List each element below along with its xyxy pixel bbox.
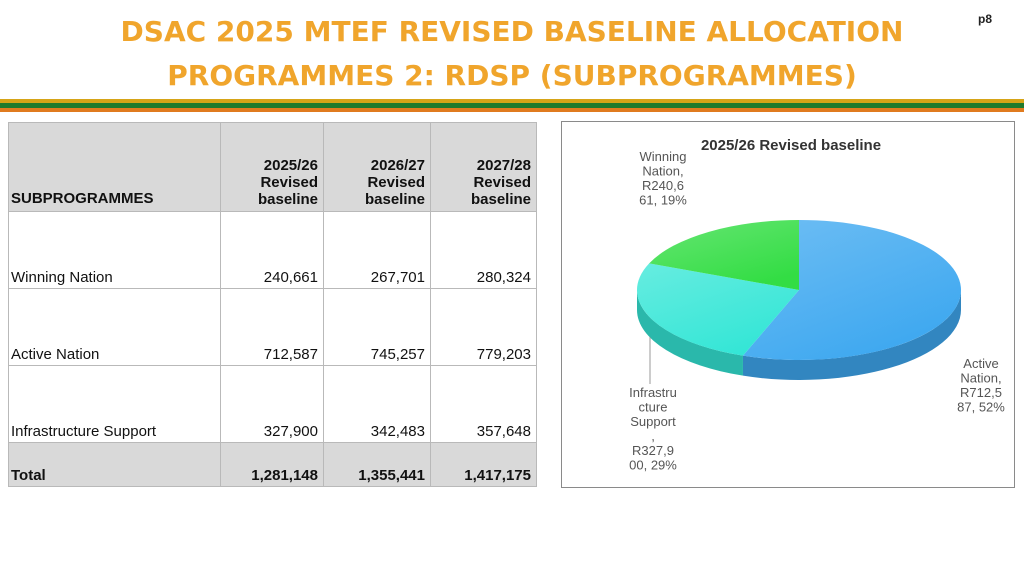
header-revised: Revised: [260, 174, 318, 191]
page-number: p8: [978, 12, 993, 26]
header-revised: Revised: [367, 174, 425, 191]
header-cell-subprogrammes: [9, 123, 221, 212]
table-header-row: [9, 123, 537, 212]
pie-chart: [562, 122, 1014, 487]
header-baseline: baseline: [257, 191, 318, 208]
cell-value: 280,324: [431, 212, 537, 289]
page-title: [60, 10, 964, 98]
table-row: [9, 366, 537, 443]
table-row: [9, 212, 537, 289]
cell-value: 342,483: [324, 366, 431, 443]
title-line-2: PROGRAMMES 2: RDSP (SUBPROGRAMMES): [167, 59, 857, 92]
table-total-row: [9, 443, 537, 487]
header-cell-2027-28: [431, 123, 537, 212]
cell-value: 712,587: [221, 289, 324, 366]
row-label: Active Nation: [9, 289, 221, 366]
header-baseline: baseline: [470, 191, 531, 208]
cell-value: 779,203: [431, 289, 537, 366]
header-revised: Revised: [473, 174, 531, 191]
chart-title: 2025/26 Revised baseline: [700, 137, 882, 154]
header-baseline: baseline: [364, 191, 425, 208]
table-row: [9, 289, 537, 366]
header-year: 2026/27: [370, 157, 425, 174]
title-line-1: DSAC 2025 MTEF REVISED BASELINE ALLOCATION: [120, 15, 904, 48]
slice-label-winning-nation: Winning Nation, R240,6 61, 19%: [639, 149, 687, 208]
divider-stripe-orange: [0, 108, 1024, 112]
cell-value: 357,648: [431, 366, 537, 443]
pie-chart-panel: [561, 121, 1015, 488]
slice-label-infrastructure-support: Infrastru cture Support , R327,9 00, 29%: [629, 385, 677, 473]
total-value: 1,417,175: [431, 443, 537, 487]
header-cell-2025-26: [221, 123, 324, 212]
cell-value: 327,900: [221, 366, 324, 443]
header-year: 2025/26: [263, 157, 318, 174]
row-label: Winning Nation: [9, 212, 221, 289]
cell-value: 267,701: [324, 212, 431, 289]
row-label: Infrastructure Support: [9, 366, 221, 443]
header-label: SUBPROGRAMMES: [11, 190, 154, 207]
allocation-table: [8, 122, 537, 487]
header-year: 2027/28: [476, 157, 531, 174]
header-cell-2026-27: [324, 123, 431, 212]
total-value: 1,281,148: [221, 443, 324, 487]
total-value: 1,355,441: [324, 443, 431, 487]
slice-label-active-nation: Active Nation, R712,5 87, 52%: [957, 356, 1005, 415]
total-label: Total: [9, 443, 221, 487]
allocation-table-container: [8, 122, 536, 487]
cell-value: 745,257: [324, 289, 431, 366]
cell-value: 240,661: [221, 212, 324, 289]
